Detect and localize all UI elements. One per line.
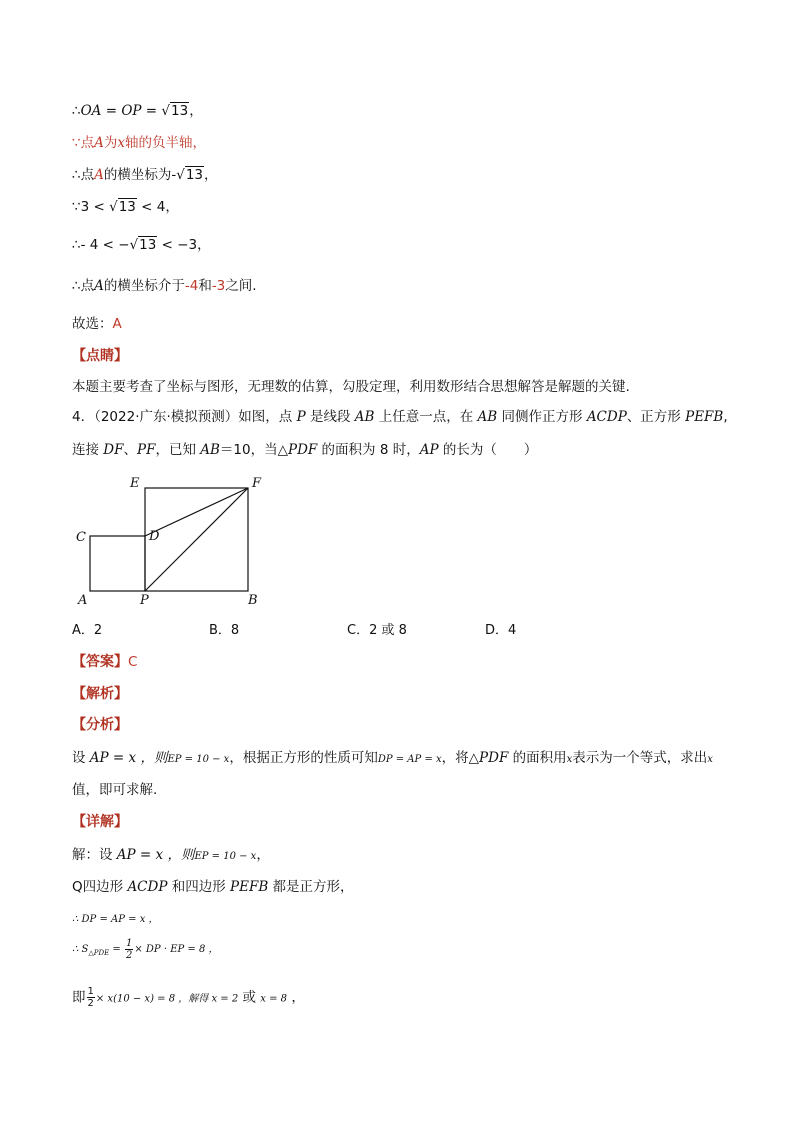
fenxi-line-1: 设 AP = x ，则EP = 10 − x，根据正方形的性质可知DP = AP = x，将△PDF 的面积用x表示为一个等式，求出x xyxy=(72,750,713,766)
solution-line-4: ∵3 < √13 < 4， xyxy=(72,199,179,215)
solution-line-6: ∴点A的横坐标介于-4和-3之间. xyxy=(72,278,257,294)
square-diagram xyxy=(72,470,272,610)
label-p: P xyxy=(140,593,149,608)
square-acdp xyxy=(90,536,145,591)
option-a[interactable]: A．2 xyxy=(72,623,103,638)
fenxi-line-2: 值，即可求解. xyxy=(72,782,158,798)
option-b[interactable]: B．8 xyxy=(209,623,240,638)
solution-line-3: ∴点A的横坐标为-√13， xyxy=(72,167,218,183)
question-4-line-2: 连接 DF、PF，已知 AB＝10，当△PDF 的面积为 8 时，AP 的长为（ ） xyxy=(72,442,538,458)
option-d[interactable]: D．4 xyxy=(485,623,517,638)
label-d: D xyxy=(149,529,160,544)
segment-df xyxy=(145,488,248,536)
question-4-line-1: 4．（2022·广东·模拟预测）如图，点 P 是线段 AB 上任意一点，在 AB 同侧作正方形 ACDP、正方形 PEFB, xyxy=(72,409,728,425)
analysis-heading: 【解析】 xyxy=(72,686,128,702)
label-b: B xyxy=(248,593,258,608)
label-c: C xyxy=(76,530,86,545)
label-a: A xyxy=(78,593,88,608)
comment-text: 本题主要考查了坐标与图形，无理数的估算，勾股定理，利用数形结合思想解答是解题的关键. xyxy=(72,379,630,395)
detail-line-1: 解：设 AP = x ，则EP = 10 − x， xyxy=(72,847,270,863)
solution-line-1: ∴OA = OP = √13， xyxy=(72,103,203,119)
label-f: F xyxy=(252,476,262,491)
solution-line-5: ∴- 4 < −√13 < −3， xyxy=(72,237,211,253)
solution-line-2: ∵点A为x轴的负半轴， xyxy=(72,135,206,151)
detail-line-4: ∴ $S_{\triangle PDE}$ = $\frac{1}{2}$ × DP · EP = 8 ， xyxy=(72,938,219,961)
fenxi-heading: 【分析】 xyxy=(72,717,128,733)
answer-line: 【答案】C xyxy=(72,654,138,670)
detail-line-5: 即 $\frac{1}{2}$ × x(10 − x) = 8 ，解得 x = 2 或 x = 8 ， xyxy=(72,986,305,1009)
choice-line: 故选：A xyxy=(72,316,122,332)
option-c[interactable]: C．2 或 8 xyxy=(347,623,407,638)
detail-line-2: Q四边形 ACDP 和四边形 PEFB 都是正方形， xyxy=(72,879,354,895)
label-e: E xyxy=(130,476,140,491)
detail-line-3: ∴ DP = AP = x ， xyxy=(72,914,159,925)
detail-heading: 【详解】 xyxy=(72,814,128,830)
segment-pf xyxy=(145,488,248,591)
comment-heading: 【点睛】 xyxy=(72,348,128,364)
